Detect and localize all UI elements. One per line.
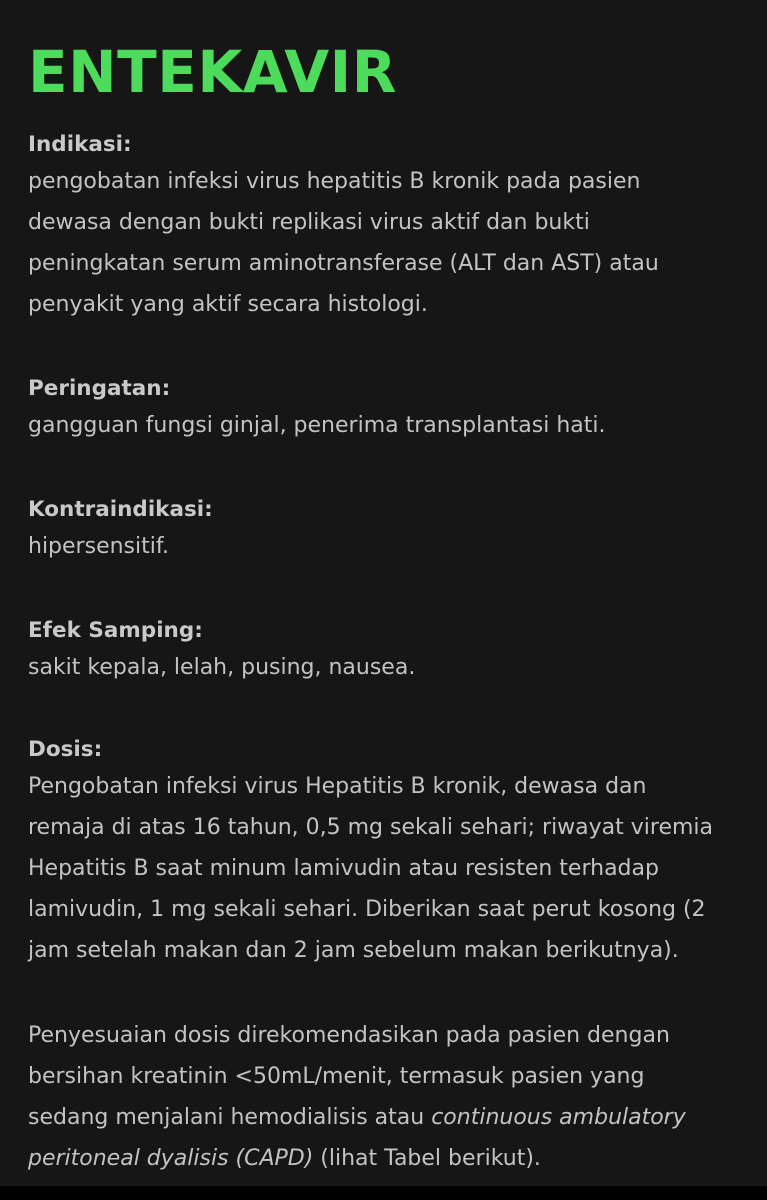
penyesuaian-normal-text: sedang menjalani hemodialisis atau: [28, 1105, 432, 1130]
indikasi-line: pengobatan infeksi virus hepatitis B kronik pada pasien: [28, 169, 641, 194]
dosis-line: Hepatitis B saat minum lamivudin atau resisten terhadap: [28, 856, 659, 881]
dosis-line: remaja di atas 16 tahun, 0,5 mg sekali sehari; riwayat viremia: [28, 815, 714, 840]
penyesuaian-line: Penyesuaian dosis direkomendasikan pada pasien dengan: [28, 1023, 670, 1048]
drug-title: ENTEKAVIR: [28, 38, 397, 106]
section-kontraindikasi: [28, 495, 748, 567]
dosis-text: [28, 766, 748, 971]
peringatan-heading: Peringatan:: [28, 376, 171, 401]
efek-samping-text: sakit kepala, lelah, pusing, nausea.: [28, 655, 416, 680]
penyesuaian-line: [28, 1138, 748, 1179]
capd-italic-term: peritoneal dyalisis (CAPD): [28, 1146, 314, 1171]
indikasi-line: penyakit yang aktif secara histologi.: [28, 292, 428, 317]
section-peringatan: [28, 374, 748, 446]
penyesuaian-text: [28, 1015, 748, 1179]
indikasi-text: [28, 161, 748, 325]
indikasi-heading: Indikasi:: [28, 132, 132, 157]
penyesuaian-line: [28, 1097, 748, 1138]
section-indikasi: [28, 130, 748, 325]
bottom-edge-bar: [0, 1186, 767, 1200]
penyesuaian-normal-text: (lihat Tabel berikut).: [313, 1146, 541, 1171]
dosis-line: Pengobatan infeksi virus Hepatitis B kronik, dewasa dan: [28, 774, 647, 799]
dosis-heading: Dosis:: [28, 737, 103, 762]
section-dosis: [28, 735, 748, 971]
dosis-line: jam setelah makan dan 2 jam sebelum makan berikutnya).: [28, 938, 679, 963]
indikasi-line: peningkatan serum aminotransferase (ALT dan AST) atau: [28, 251, 659, 276]
penyesuaian-line: bersihan kreatinin <50mL/menit, termasuk pasien yang: [28, 1064, 645, 1089]
section-penyesuaian-dosis: [28, 1015, 748, 1179]
peringatan-text: gangguan fungsi ginjal, penerima transplantasi hati.: [28, 413, 606, 438]
dosis-line: lamivudin, 1 mg sekali sehari. Diberikan saat perut kosong (2: [28, 897, 706, 922]
capd-italic-term: continuous ambulatory: [431, 1105, 686, 1130]
indikasi-line: dewasa dengan bukti replikasi virus aktif dan bukti: [28, 210, 590, 235]
kontraindikasi-heading: Kontraindikasi:: [28, 497, 213, 522]
efek-samping-heading: Efek Samping:: [28, 618, 203, 643]
kontraindikasi-text: hipersensitif.: [28, 534, 169, 559]
section-efek-samping: [28, 616, 748, 688]
